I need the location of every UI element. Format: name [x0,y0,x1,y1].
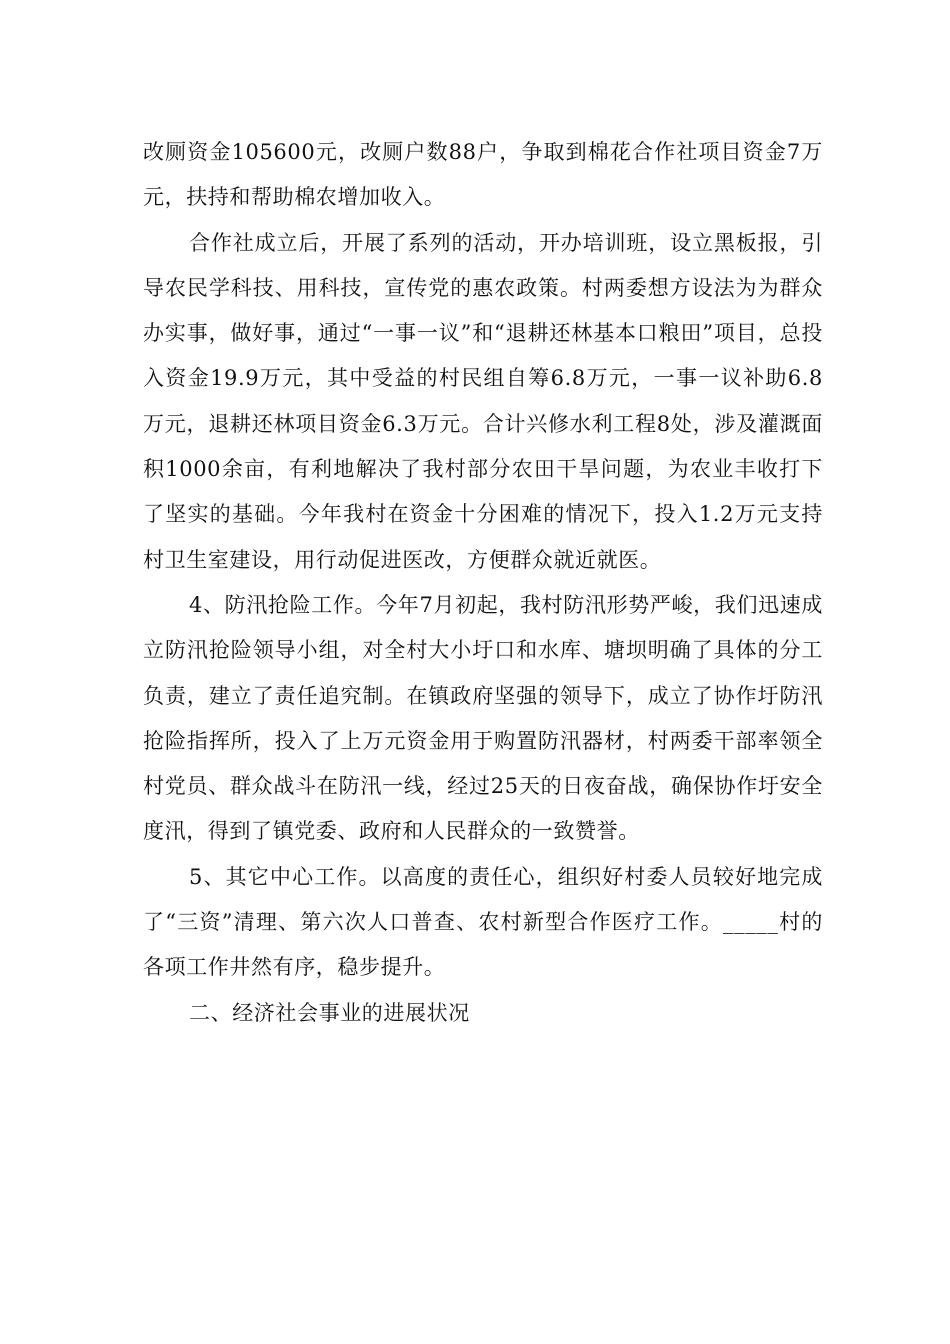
paragraph-2: 合作社成立后，开展了系列的活动，开办培训班，设立黑板报，引导农民学科技、用科技，宣传党的惠农政策。村两委想方设法为为群众办实事，做好事，通过“一事一议”和“退耕还林基本口粮田”项目，总投入资金19.9万元，其中受益的村民组自筹6.8万元，一事一议补助6.8万元，退耕还林项目资金6.3万元。合计兴修水利工程8处，涉及灌溉面积1000余亩，有利地解决了我村部分农田干旱问题，为农业丰收打下了坚实的基础。今年我村在资金十分困难的情况下，投入1.2万元支持村卫生室建设，用行动促进医改，方便群众就近就医。 [143,230,823,572]
section-heading: 二、经济社会事业的进展状况 [189,1000,470,1025]
paragraph-3: 4、防汛抢险工作。今年7月初起，我村防汛形势严峻，我们迅速成立防汛抢险领导小组，对全村大小圩口和水库、塘坝明确了具体的分工负责，建立了责任追究制。在镇政府坚强的领导下，成立了协作圩防汛抢险指挥所，投入了上万元资金用于购置防汛器材，村两委干部率领全村党员、群众战斗在防汛一线，经过25天的日夜奋战，确保协作圩安全度汛，得到了镇党委、政府和人民群众的一致赞誉。 [143,592,823,844]
paragraph-4: 5、其它中心工作。以高度的责任心，组织好村委人员较好地完成了“三资”清理、第六次人口普查、农村新型合作医疗工作。_____村的各项工作井然有序，稳步提升。 [143,864,823,980]
document-body [143,130,823,1036]
paragraph-1: 改厕资金105600元，改厕户数88户，争取到棉花合作社项目资金7万元，扶持和帮助棉农增加收入。 [143,140,823,210]
